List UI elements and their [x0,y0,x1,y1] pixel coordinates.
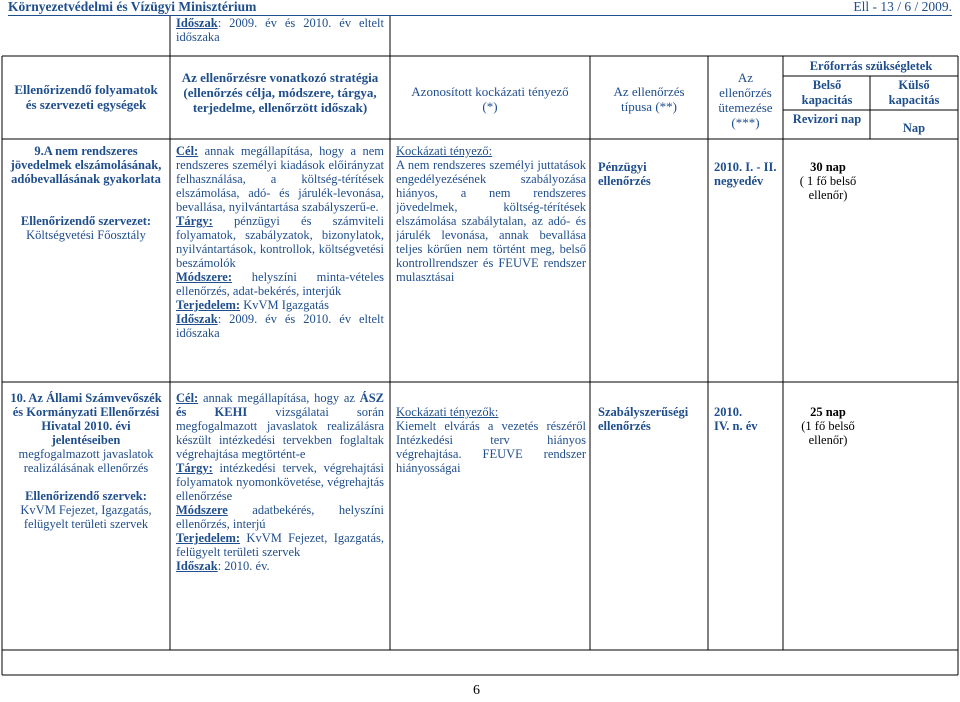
row9-schedule: 2010. I. - II. negyedév [714,160,777,188]
row10-schedule: 2010. IV. n. év [714,405,758,433]
column-header-strategy: Az ellenőrzésre vonatkozó stratégia (ellenőrzés célja, módszere, tárgya, terjedelme, ellenőrzött időszak) [181,70,379,115]
column-header-external-capacity: Külső kapacitás [888,78,940,107]
row10-risk: Kockázati tényezők: Kiemelt elvárás a vezetés részéről Intézkedési terv hiányos végrehajtása. FEUVE rendszer hiányosságai [396,405,586,475]
column-header-resources: Erőforrás szükségletek [809,59,933,73]
prev-row-period: Időszak: 2009. év és 2010. év eltelt időszaka [176,16,384,44]
row9-risk: Kockázati tényező: A nem rendszeres személyi juttatások engedélyezésének szabályozása hiányos, a nem rendszeres jövedelmek, költség-térítések elszámolása szabálytalan, az adó- és járulék levonása, annak bevallása teljes körűen nem történt meg, belső kontrollrendszer és FEUVE rendszer mulasztásai [396,144,586,284]
row10-strategy: Cél: annak megállapítása, hogy az ÁSZ és KEHI vizsgálatai során megfogalmazott javaslatok realizálásra készült intézkedési tervekben foglaltak végrehajtása megtörtént-e Tárgy: intézkedési tervek, végrehajtási folyamatok nyomonkövetése, végrehajtás ellenőrzése Módszere adatbekérés, helyszíni ellenőrzés, interjú Terjedelem: KvVM Fejezet, Igazgatás, felügyelt területi szervek Időszak: 2010. év. [176,391,384,573]
row9-strategy: Cél: annak megállapítása, hogy a nem rendszeres személyi kiadások előirányzat felhasználása, a költség-térítések elszámolása, adó- és járulék-levonása, bevallása, nyilvántartása szabályszerű-e. Tárgy: pénzügyi és számviteli folyamatok, szabályzatok, bizonylatok, nyilvántartások, kontrollok, költségvetési beszámolók Módszere: helyszíni minta-vételes ellenőrzés, adat-bekérés, interjúk Terjedelem: KvVM Igazgatás Időszak: 2009. év és 2010. év eltelt időszaka [176,144,384,340]
column-header-processes: Ellenőrizendő folyamatok és szervezeti egységek [14,82,158,112]
row10-resources: 25 nap (1 fő belső ellenőr) [801,405,855,447]
column-header-risk: Azonosított kockázati tényező (*) [411,84,569,114]
column-header-auditor-days: Revizori nap [792,112,862,126]
column-header-type: Az ellenőrzés típusa (**) [613,84,685,114]
column-header-schedule: Az ellenőrzés ütemezése (***) [718,70,773,130]
page-number: 6 [473,683,480,698]
column-header-days: Nap [902,121,926,135]
header-rule [8,15,952,16]
row9-process: 9.A nem rendszeres jövedelmek elszámolásának, adóbevallásának gyakorlata Ellenőrizendő szervezet: Költségvetési Főosztály [10,144,162,242]
row10-type: Szabályszerűségi ellenőrzés [598,405,689,433]
row10-process: 10. Az Állami Számvevőszék és Kormányzati Ellenőrzési Hivatal 2010. évi jelentéseiben megfogalmazott javaslatok realizálásának ellenőrzés Ellenőrizendő szervek: KvVM Fejezet, Igazgatás, felügyelt területi szervek [10,391,162,531]
row9-type: Pénzügyi ellenőrzés [598,160,651,188]
document-reference: Ell - 13 / 6 / 2009. [853,0,952,14]
page-header [8,0,952,16]
ministry-name: Környezetvédelmi és Vízügyi Minisztérium [8,0,257,14]
column-header-internal-capacity: Belső kapacitás [801,78,853,107]
row9-resources: 30 nap ( 1 fő belső ellenőr) [799,160,857,202]
